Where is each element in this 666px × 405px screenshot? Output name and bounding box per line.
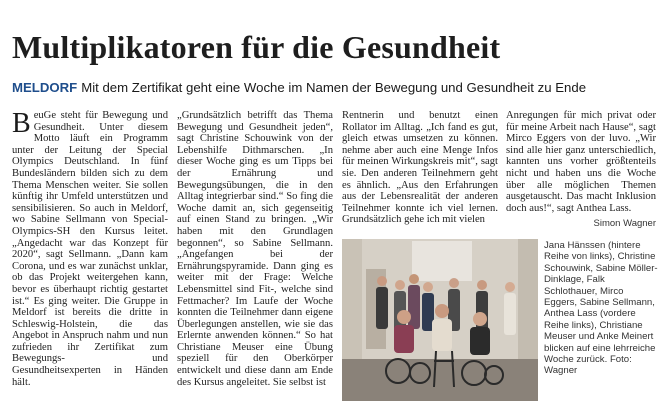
author-credit: Simon Wagner [593,218,656,230]
article-column-1 [12,110,168,402]
subheadline [12,80,657,96]
column-4-text: Anregungen für mich privat oder für meine Arbeit nach Hause“, sagt Mirco Eggers von der luvo. „Wir sind alle hier ganz unterschiedlich, kannten uns vorher größtenteils nicht und haben uns die Woche über alle möglichen Themen ausgetauscht. Das macht Inklusion doch aus!“, sagt Anthea Lass. [506,110,656,214]
article-column-4 [506,110,656,230]
column-2-text: „Grundsätzlich betrifft das Thema Bewegung und Gesundheit jeden“, sagt Christine Schouwink von der Lebenshilfe Dithmarschen. „In dieser Woche ging es um Tipps bei der Ernährung und Bewegungsübungen, die in den Alltag integrierbar sind.“ So fing die Woche damit an, sich gegenseitig auf einen Stand zu bringen. „Wir haben mit den Grundlagen begonnen“, so Sabine Sellmann. „Angefangen bei der Ernährungspyramide. Dann ging es weiter mit der Frage: Welche Lebensmittel sind Fit-, welche sind Fettmacher? Im Laufe der Woche konnten die Teilnehmer dann eigene Überlegungen anstellen, wie sie das Erlernte anwenden können.“ So hat Christiane Meuser eine Übung speziell für den Oberkörper entwickelt und diese dann am Ende des Kursus angeleitet. Sie selbst ist [177,110,333,388]
dateline: MELDORF [12,80,78,95]
article-column-2 [177,110,333,402]
column-3-text: Rentnerin und benutzt einen Rollator im Alltag. „Ich fand es gut, gleich etwas umsetzen zu können. nehme aber auch eine Menge Infos für meinen Wirkungskreis mit“, sagt sie. Den anderen Teilnehmern geht es ähnlich. „Aus den Erfahrungen aus der Lebensrealität der anderen Teilnehmer konnte ich viel lernen. Grundsätzlich gehe ich mit vielen [342,110,498,226]
column-1-text: euGe steht für Bewegung und Gesundheit. Unter diesem Motto läuft ein Programm unter der Leitung der Special Olympics Deutschland. In fünf Bundesländern bilden sich zu dem Thema Menschen weiter. Sie sollen künftig ihr Umfeld unterstützen und sensibilisieren. So auch in Meldorf, wo Sabine Sellmann von Special-Olympics-SH den Kursus leitet. „Angedacht war das Konzept für 2020“, sagt Sellmann. „Dann kam Corona, und es war zunächst unklar, ob das Projekt weitergehen kann, bevor es überhaupt richtig gestartet ist.“ Es ging weiter. Die Gruppe in Meldorf ist bereits die dritte in Schleswig-Holstein, die das Angebot in Anspruch nahm und nun zufrieden ihr Zertifikat zum Bewegungs- und Gesundheitsexperten in Händen hält. [12,110,168,388]
photo-caption: Jana Hänssen (hintere Reihe von links), Christine Schouwink, Sabine Möller-Dinklage, Falk Schlothauer, Mirco Eggers, Sabine Sellmann, Anthea Lass (vordere Reihe links), Christiane Meuser und Anke Meinert blicken auf eine lehrreiche Woche zurück. Foto: Wagner [544,240,658,377]
subheadline-text: Mit dem Zertifikat geht eine Woche im Namen der Bewegung und Gesundheit zu Ende [81,80,587,95]
headline: Multiplikatoren für die Gesundheit [12,29,501,65]
article-column-3 [342,110,498,230]
drop-cap: B [12,108,31,139]
group-photo [342,239,538,401]
